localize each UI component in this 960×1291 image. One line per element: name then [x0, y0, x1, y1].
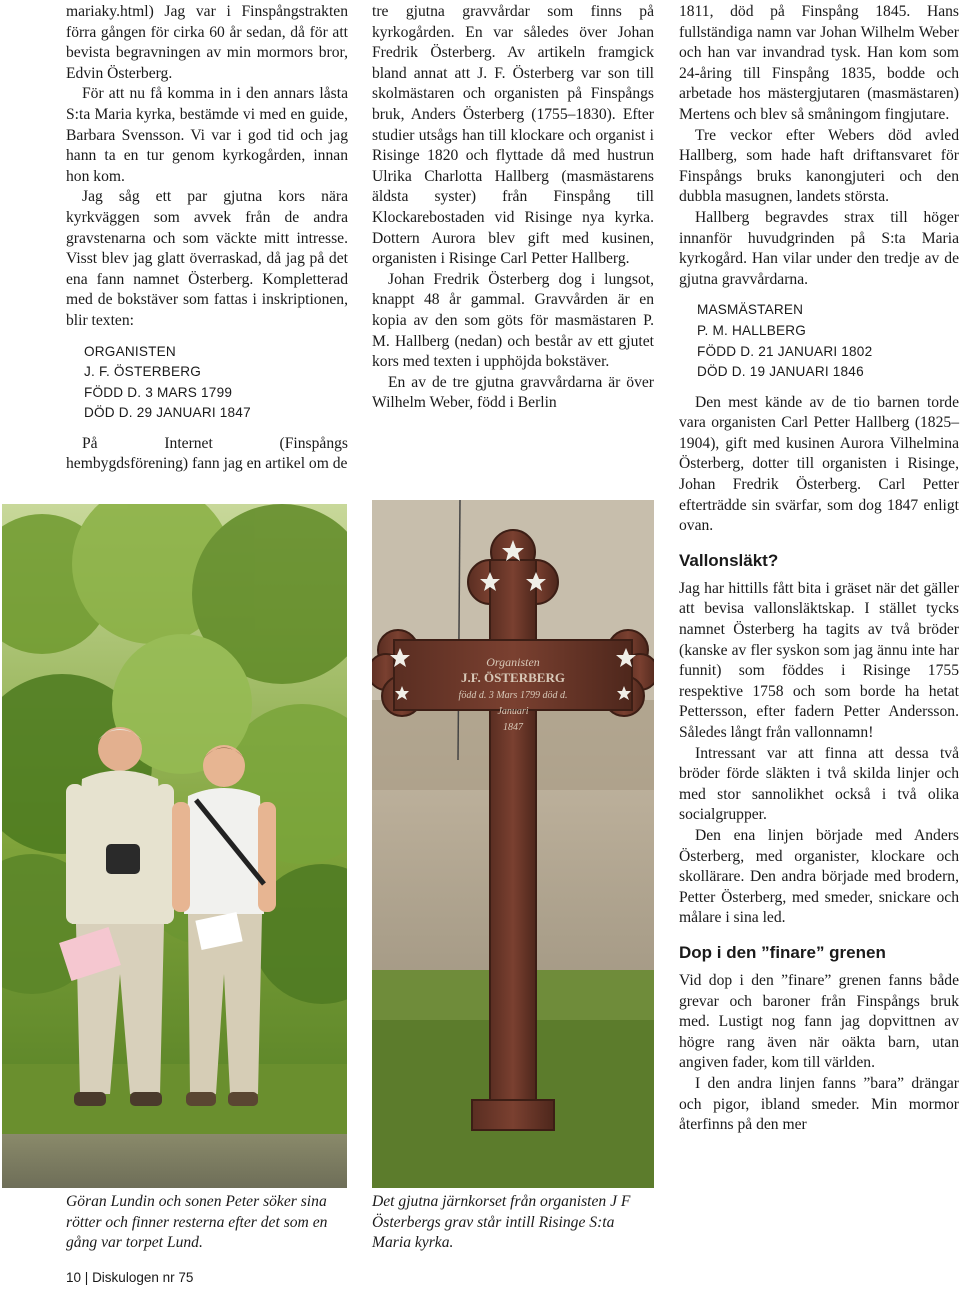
paragraph: För att nu få komma in i den annars låsta S:ta Maria kyrka, bestämde vi med en guide, Barbara Svensson. Vi var i god tid och jag hann ta en tur genom kyrkogården, innan hon kom. — [66, 85, 348, 185]
cross-text-line: 1847 — [503, 722, 523, 733]
column-3 — [679, 2, 959, 1136]
photo-father-and-son-image — [2, 504, 347, 1188]
inscription-line: DÖD D. 19 JANUARI 1846 — [697, 364, 864, 380]
paragraph: I den andra linjen fanns ”bara” drängar och pigor, ibland smeder. Min mormor återfinns på den mer — [679, 1074, 959, 1134]
cross-text-line: född d. 3 Mars 1799 död d. — [458, 690, 568, 701]
footer-separator: | — [84, 1270, 93, 1285]
inscription-osterberg — [84, 342, 348, 424]
cross-text-line: Organisten — [486, 655, 540, 669]
section-heading-dop: Dop i den ”finare” grenen — [679, 942, 886, 962]
inscription-line: ORGANISTEN — [84, 343, 176, 359]
paragraph: Jag såg ett par gjutna kors nära kyrkväggen som avvek från de andra gravstenarna och som väckte mitt intresse. Visst blev jag glatt överraskad, då jag på det ena fann namnet Österberg. Kompletterad med de bokstäver som fattas i inskriptionen, blir texten: — [66, 188, 348, 329]
inscription-line: J. F. ÖSTERBERG — [84, 364, 202, 380]
paragraph: Den mest kände av de tio barnen torde vara organisten Carl Petter Hallberg (1825–1904), gift med kusinen Aurora Vilhelmina Österberg, dotter till organisten i Risinge, Johan Fredrik Österberg. Carl Petter efterträdde sin svärfar, som dog 1847 enligt ovan. — [679, 393, 959, 535]
paragraph: Vid dop i den ”finare” grenen fanns både grevar och baroner från Finspångs bruk med. Lustigt nog fann jag dopvittnen av högre rang även när oäkta barn, utan angiven fader, kom till världen. — [679, 971, 959, 1072]
inscription-line: FÖDD D. 3 MARS 1799 — [84, 384, 233, 400]
column-1 — [66, 2, 348, 475]
paragraph: 1811, död på Finspång 1845. Hans fullständiga namn var Johan Wilhelm Weber och han var invandrad tysk. Han kom som 24-åring till Finspång 1835, bodde och arbetade hos mästergjutaren (masmästaren) Mertens och blev så småningom fingjutare. — [679, 3, 959, 123]
paragraph: Jag har hittills fått bita i gräset när det gäller att bevisa vallonsläktskap. I stället tycks namnet Österberg ha tagits av två bröder (kanske av fler syskon som jag ännu inte har funnit) som föddes i Risinge 1755 respektive 1758 och som borde ha hetat Pettersson, efter fadern Petter Andersson. Således långt från vallonnamn! — [679, 579, 959, 741]
column-2 — [372, 2, 654, 414]
inscription-line: DÖD D. 29 JANUARI 1847 — [84, 405, 251, 421]
inscription-line: MASMÄSTAREN — [697, 302, 804, 318]
paragraph: På Internet (Finspångs hembygdsförening) fann jag en artikel om de — [66, 434, 348, 473]
caption-photo-1: Göran Lundin och sonen Peter söker sina rötter och finner resterna efter det som en gång var torpet Lund. — [66, 1193, 328, 1252]
photo-father-and-son — [2, 504, 347, 1188]
page-footer — [66, 1270, 193, 1285]
paragraph: Den ena linjen började med Anders Österberg, med organister, klockare och skollärare. Den andra började med brodern, Petter Österberg, med smeder, snickare och målare i sina led. — [679, 826, 959, 927]
magazine-name: Diskulogen nr 75 — [92, 1270, 194, 1285]
photo-iron-cross — [372, 500, 654, 1188]
inscription-hallberg — [697, 300, 959, 382]
paragraph: mariaky.html) Jag var i Finspångstrakten förra gången för cirka 60 år sedan, då för att bevista begravningen av min mormors bror, Edvin Österberg. — [66, 3, 348, 82]
inscription-line: P. M. HALLBERG — [697, 322, 807, 338]
paragraph: En av de tre gjutna gravvårdarna är över Wilhelm Weber, född i Berlin — [372, 373, 654, 412]
cross-text-line: Januari — [497, 706, 529, 717]
cross-text-line: J.F. ÖSTERBERG — [461, 670, 565, 685]
photo-iron-cross-image — [372, 500, 654, 1188]
paragraph: tre gjutna gravvårdar som finns på kyrkogården. En var således över Johan Fredrik Österberg. Av artikeln framgick bland annat att J. F. Österberg var son till skolmästaren och organisten på Finspångs bruk, Anders Österberg (1755–1830). Efter studier utsågs han till klockare och organist i Risinge 1820 och flyttade då med hustrun Ulrika Charlotta Hallberg (masmästarens äldsta syster) från Finspång till Klockarebostaden vid Risinge nya kyrka. Dottern Aurora blev gift med kusinen, organisten i Risinge Carl Petter Hallberg. — [372, 3, 654, 268]
caption-photo-2: Det gjutna järnkorset från organisten J F Österbergs grav står intill Risinge S:ta Maria kyrka. — [372, 1193, 631, 1252]
paragraph: Tre veckor efter Webers död avled Hallberg, som hade haft driftansvaret för Finspångs bruks kanongjuteri och den dubbla masugnen, landets största. — [679, 126, 959, 206]
paragraph: Hallberg begravdes strax till höger innanför huvudgrinden på S:ta Maria kyrkogård. Han vilar under den tredje av de gjutna gravvårdarna. — [679, 208, 959, 288]
paragraph: Intressant var att finna att dessa två bröder förde släkten i två skilda linjer och med stor sannolikhet också i två olika socialgrupper. — [679, 744, 959, 824]
page-number: 10 — [66, 1270, 82, 1285]
inscription-line: FÖDD D. 21 JANUARI 1802 — [697, 343, 873, 359]
section-heading-vallonslakt: Vallonsläkt? — [679, 550, 779, 570]
paragraph: Johan Fredrik Österberg dog i lungsot, knappt 48 år gammal. Gravvården är en kopia av den som göts för masmästaren P. M. Hallberg (nedan) och består av ett gjutet kors med texten i upphöjda bokstäver. — [372, 270, 654, 371]
